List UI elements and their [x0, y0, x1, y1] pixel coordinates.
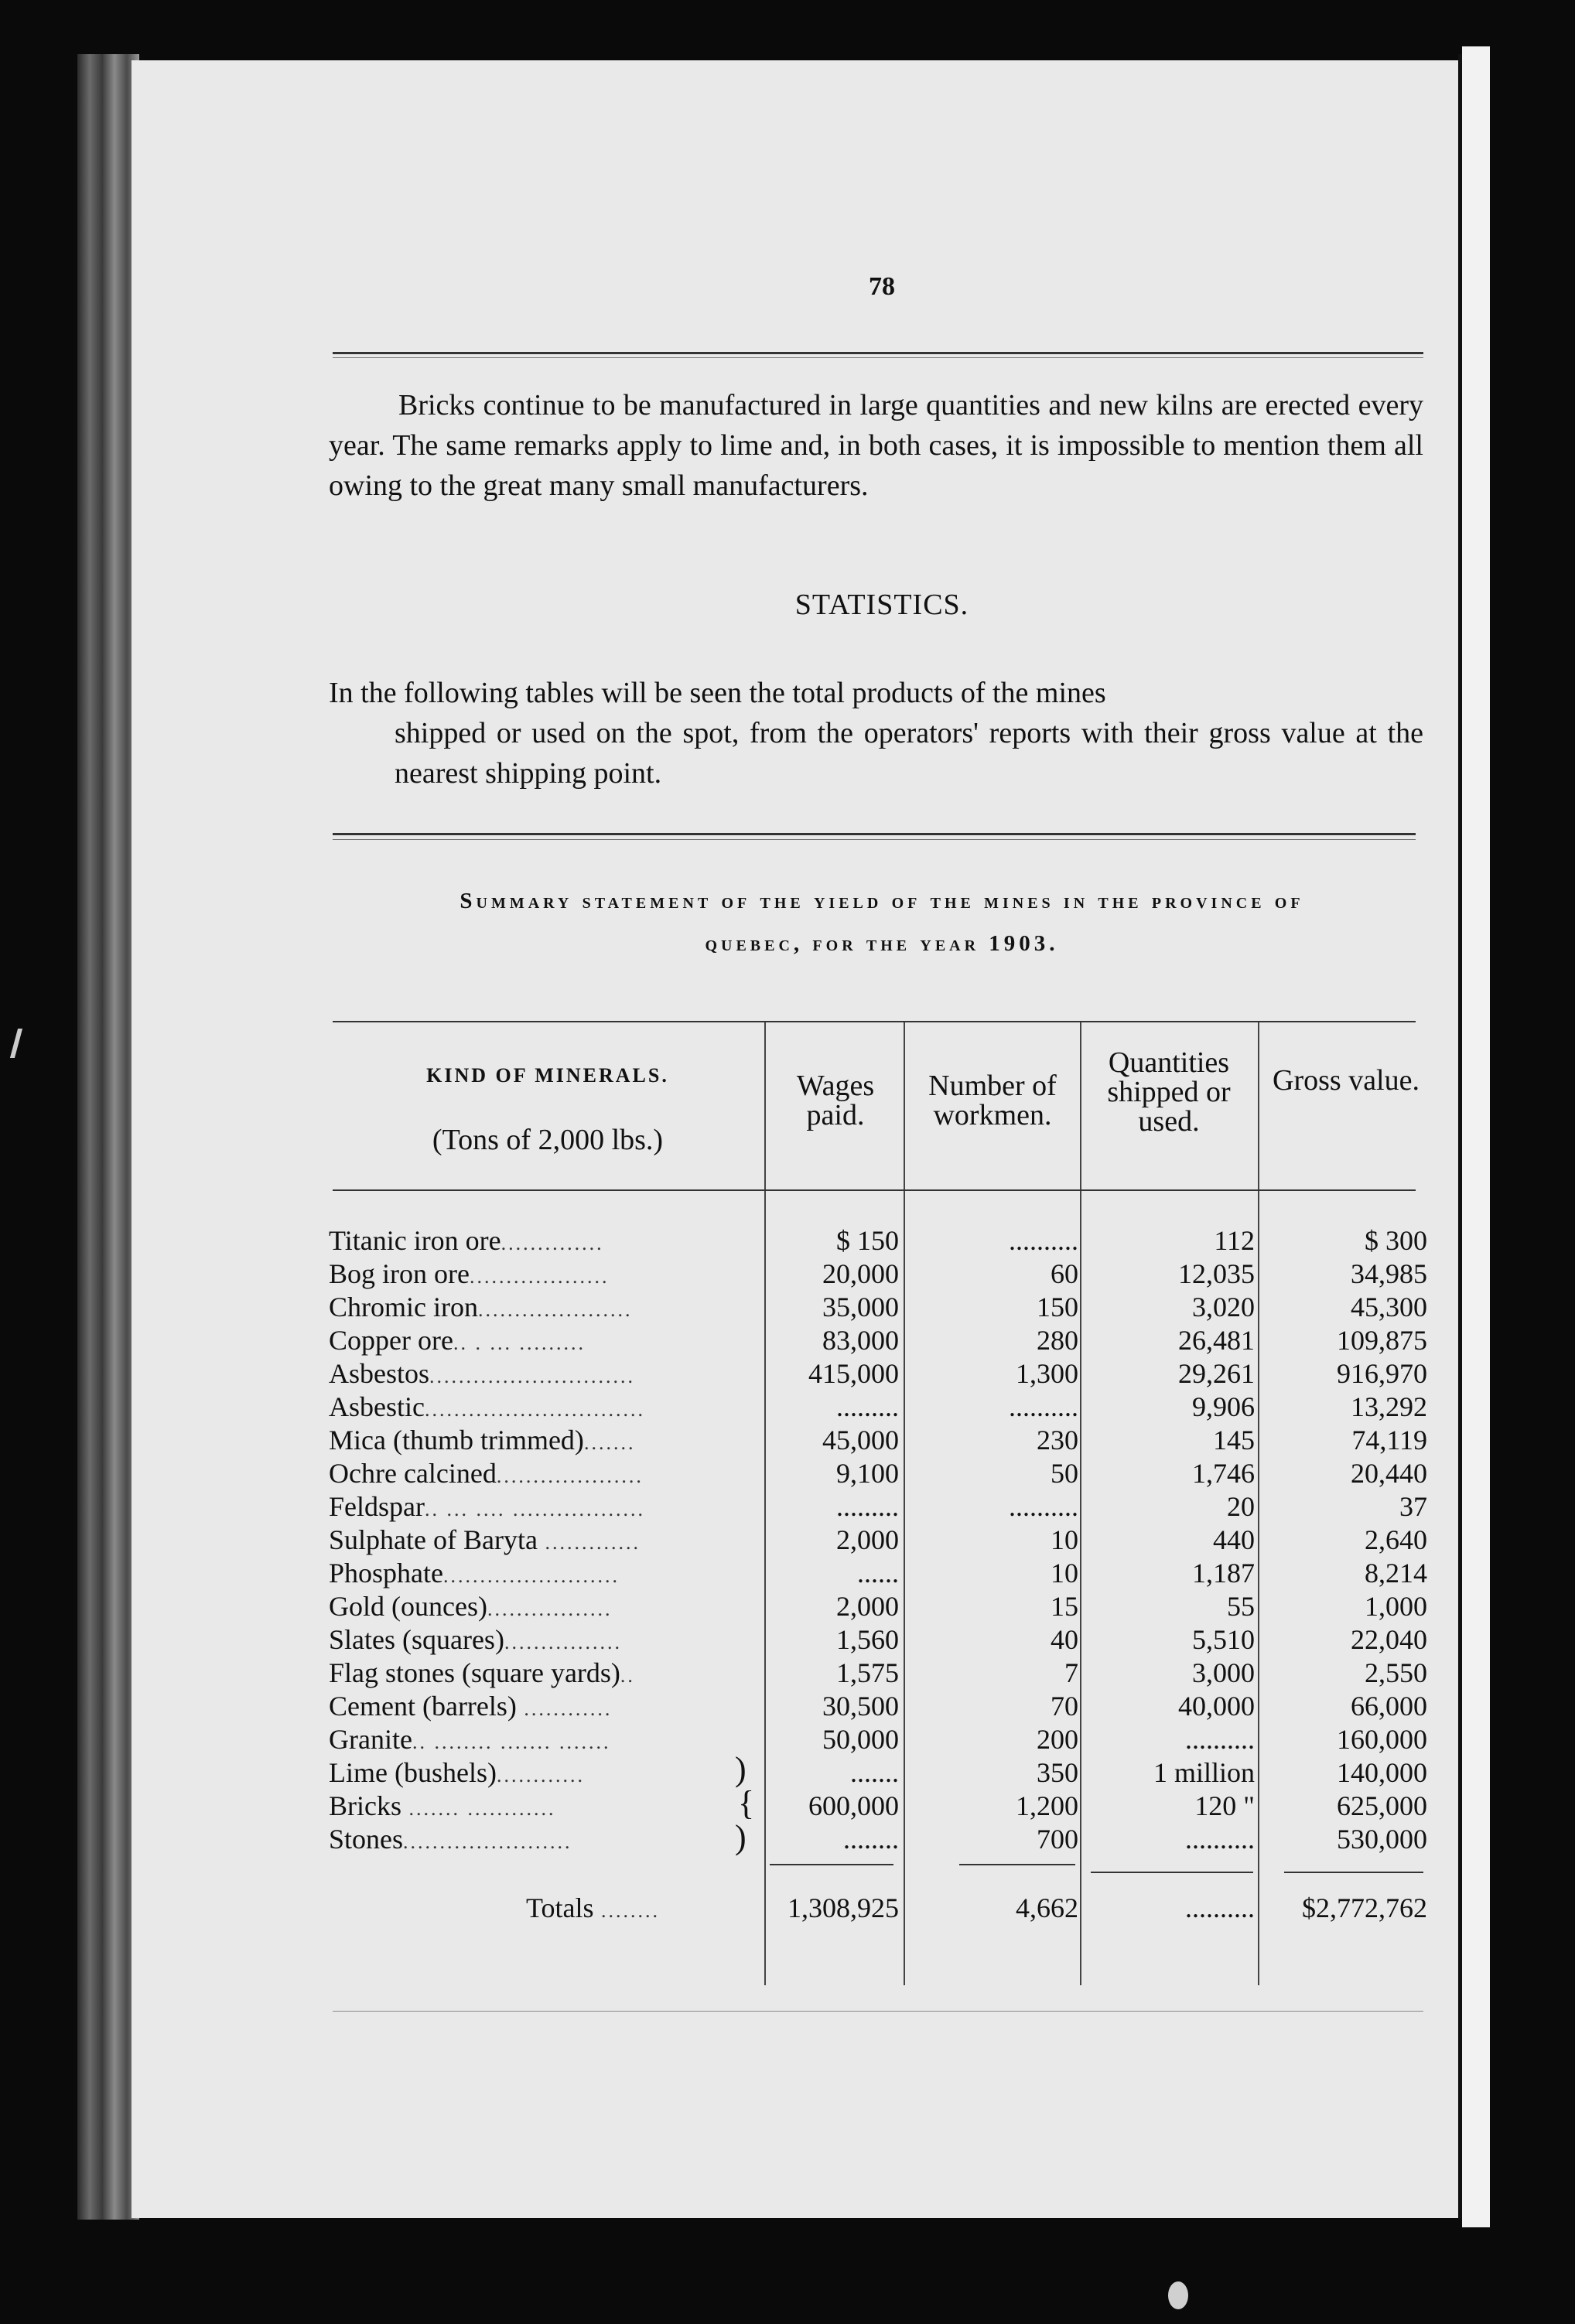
totals-rule-4: [1284, 1872, 1423, 1873]
quantity-cell: 12,035: [1178, 1258, 1255, 1289]
wages-cell: 20,000: [822, 1258, 899, 1289]
mineral-label: Ochre calcined: [329, 1458, 497, 1489]
gross-cell: 2,640: [1365, 1524, 1427, 1555]
quantity-cell: 440: [1213, 1524, 1255, 1555]
mineral-label: Asbestos: [329, 1358, 430, 1389]
quantity-cell: 120 ": [1194, 1790, 1255, 1821]
wages-cell: .........: [836, 1491, 899, 1522]
mineral-label: Stones: [329, 1824, 404, 1855]
header-gross: Gross value.: [1273, 1064, 1420, 1097]
book-binding: [77, 54, 139, 2220]
wages-cell: 9,100: [836, 1458, 899, 1489]
wages-cell: 45,000: [822, 1425, 899, 1455]
mineral-label: Granite: [329, 1724, 412, 1755]
gross-cell: $ 300: [1365, 1225, 1427, 1256]
wages-cell: 83,000: [822, 1325, 899, 1356]
wages-cell: 1,560: [836, 1624, 899, 1655]
wages-cell: 1,575: [836, 1657, 899, 1688]
gross-cell: 1,000: [1365, 1591, 1427, 1622]
workmen-cell: 150: [1037, 1292, 1078, 1322]
workmen-cell: 10: [1051, 1558, 1078, 1589]
wages-cell: 50,000: [822, 1724, 899, 1755]
workmen-cell: 7: [1064, 1657, 1078, 1688]
statistics-text-rest: shipped or used on the spot, from the operators' reports with their gross value at the nearest shipping point.: [395, 717, 1423, 790]
quantity-cell: 9,906: [1192, 1391, 1255, 1422]
workmen-cell: 70: [1051, 1691, 1078, 1722]
mineral-label: Chromic iron: [329, 1292, 478, 1322]
section-heading: STATISTICS.: [794, 589, 969, 621]
gross-cell: 45,300: [1351, 1292, 1427, 1322]
mineral-label: Feldspar: [329, 1491, 425, 1522]
mineral-label: Copper ore: [329, 1325, 453, 1356]
mineral-label: Flag stones (square yards): [329, 1657, 620, 1688]
mineral-label: Slates (squares): [329, 1624, 504, 1655]
mineral-label: Lime (bushels): [329, 1757, 497, 1788]
header-bottom-rule: [333, 1189, 1416, 1191]
mid-rule-thin: [333, 839, 1416, 840]
header-kind: KIND OF MINERALS.: [426, 1064, 669, 1087]
mineral-label: Mica (thumb trimmed): [329, 1425, 584, 1455]
quantity-cell: ..........: [1185, 1724, 1255, 1755]
quantity-cell: 1 million: [1153, 1757, 1255, 1788]
table-title-line2: quebec, for the year 1903.: [705, 931, 1059, 956]
col-divider-4: [1258, 1022, 1259, 1985]
workmen-cell: 50: [1051, 1458, 1078, 1489]
gross-cell: 530,000: [1337, 1824, 1427, 1855]
workmen-cell: 350: [1037, 1757, 1078, 1788]
mineral-label: Bog iron ore: [329, 1258, 470, 1289]
totals-rule-3: [1091, 1872, 1253, 1873]
top-rule-thin: [333, 357, 1423, 358]
workmen-cell: ..........: [1009, 1491, 1078, 1522]
wages-cell: 35,000: [822, 1292, 899, 1322]
gross-cell: 20,440: [1351, 1458, 1427, 1489]
wages-cell: 2,000: [836, 1591, 899, 1622]
top-rule: [333, 352, 1423, 354]
workmen-cell: 1,200: [1016, 1790, 1078, 1821]
gross-cell: 34,985: [1351, 1258, 1427, 1289]
col-divider-3: [1080, 1022, 1081, 1985]
brace-lime: ): [735, 1750, 747, 1788]
wages-cell: 600,000: [808, 1790, 899, 1821]
mid-rule: [333, 833, 1416, 835]
gross-cell: 160,000: [1337, 1724, 1427, 1755]
mineral-label: Gold (ounces): [329, 1591, 487, 1622]
workmen-cell: 15: [1051, 1591, 1078, 1622]
workmen-cell: ..........: [1009, 1225, 1078, 1256]
brace-stones: ): [735, 1818, 747, 1856]
gross-cell: 109,875: [1337, 1325, 1427, 1356]
mineral-label: Titanic iron ore: [329, 1225, 501, 1256]
brace-bricks: {: [738, 1784, 755, 1822]
workmen-cell: 60: [1051, 1258, 1078, 1289]
gross-cell: 2,550: [1365, 1657, 1427, 1688]
col-divider-1: [764, 1022, 766, 1985]
header-kind-sub: (Tons of 2,000 lbs.): [432, 1124, 664, 1156]
gross-cell: 8,214: [1365, 1558, 1427, 1589]
margin-mark: [10, 1029, 22, 1058]
totals-rule-1: [770, 1864, 893, 1865]
mineral-label: Bricks: [329, 1790, 401, 1821]
gross-cell: 22,040: [1351, 1624, 1427, 1655]
quantity-cell: ..........: [1185, 1824, 1255, 1855]
quantity-cell: 145: [1213, 1425, 1255, 1455]
gross-cell: 140,000: [1337, 1757, 1427, 1788]
wages-cell: ........: [843, 1824, 899, 1855]
table-bottom-rule: [333, 2011, 1423, 2012]
mineral-label: Asbestic: [329, 1391, 425, 1422]
header-wages: Wages paid.: [796, 1070, 875, 1131]
quantity-cell: 20: [1227, 1491, 1255, 1522]
statistics-text-first: In the following tables will be seen the total products of the mines: [329, 677, 1106, 709]
scan-artifact: [1168, 2281, 1188, 2309]
intro-paragraph: [329, 385, 1423, 506]
table-title-line1: Summary statement of the yield of the mines in the province of: [460, 889, 1304, 913]
workmen-cell: 700: [1037, 1824, 1078, 1855]
gross-cell: 916,970: [1337, 1358, 1427, 1389]
quantity-cell: 3,020: [1192, 1292, 1255, 1322]
quantity-cell: 3,000: [1192, 1657, 1255, 1688]
statistics-paragraph: [329, 673, 1423, 793]
wages-cell: 30,500: [822, 1691, 899, 1722]
totals-wages: 1,308,925: [788, 1892, 899, 1923]
quantity-cell: 5,510: [1192, 1624, 1255, 1655]
totals-label: Totals: [526, 1892, 594, 1923]
quantity-cell: 112: [1214, 1225, 1255, 1256]
wages-cell: 415,000: [808, 1358, 899, 1389]
quantity-cell: 40,000: [1178, 1691, 1255, 1722]
mineral-label: Cement (barrels): [329, 1691, 517, 1722]
wages-cell: $ 150: [836, 1225, 899, 1256]
page-number: 78: [869, 272, 895, 301]
gross-cell: 66,000: [1351, 1691, 1427, 1722]
gross-cell: 74,119: [1351, 1425, 1427, 1455]
mineral-label: Phosphate: [329, 1558, 443, 1589]
header-workmen: Number of workmen.: [928, 1070, 1057, 1131]
gross-cell: 625,000: [1337, 1790, 1427, 1821]
page-right-edge: [1462, 46, 1490, 2227]
wages-cell: ......: [857, 1558, 899, 1589]
wages-cell: 2,000: [836, 1524, 899, 1555]
workmen-cell: 230: [1037, 1425, 1078, 1455]
workmen-cell: 1,300: [1016, 1358, 1078, 1389]
workmen-cell: 40: [1051, 1624, 1078, 1655]
totals-gross: $2,772,762: [1302, 1892, 1427, 1923]
workmen-cell: ..........: [1009, 1391, 1078, 1422]
quantity-cell: 55: [1227, 1591, 1255, 1622]
quantity-cell: 29,261: [1178, 1358, 1255, 1389]
col-divider-2: [904, 1022, 905, 1985]
totals-rule-2: [959, 1864, 1075, 1865]
wages-cell: .......: [850, 1757, 899, 1788]
gross-cell: 13,292: [1351, 1391, 1427, 1422]
workmen-cell: 280: [1037, 1325, 1078, 1356]
table-top-rule: [333, 1021, 1416, 1022]
gross-cell: 37: [1399, 1491, 1427, 1522]
totals-quantity: ..........: [1185, 1892, 1255, 1923]
quantity-cell: 26,481: [1178, 1325, 1255, 1356]
mineral-label: Sulphate of Baryta: [329, 1524, 538, 1555]
header-quantities: Quantities shipped or used.: [1107, 1046, 1231, 1138]
workmen-cell: 10: [1051, 1524, 1078, 1555]
totals-workmen: 4,662: [1016, 1892, 1078, 1923]
intro-text: Bricks continue to be manufactured in large quantities and new kilns are erected every year. The same remarks apply to lime and, in both cases, it is impossible to mention them all owing to the great many small manufacturers.: [329, 389, 1423, 502]
wages-cell: .........: [836, 1391, 899, 1422]
quantity-cell: 1,746: [1192, 1458, 1255, 1489]
workmen-cell: 200: [1037, 1724, 1078, 1755]
quantity-cell: 1,187: [1192, 1558, 1255, 1589]
